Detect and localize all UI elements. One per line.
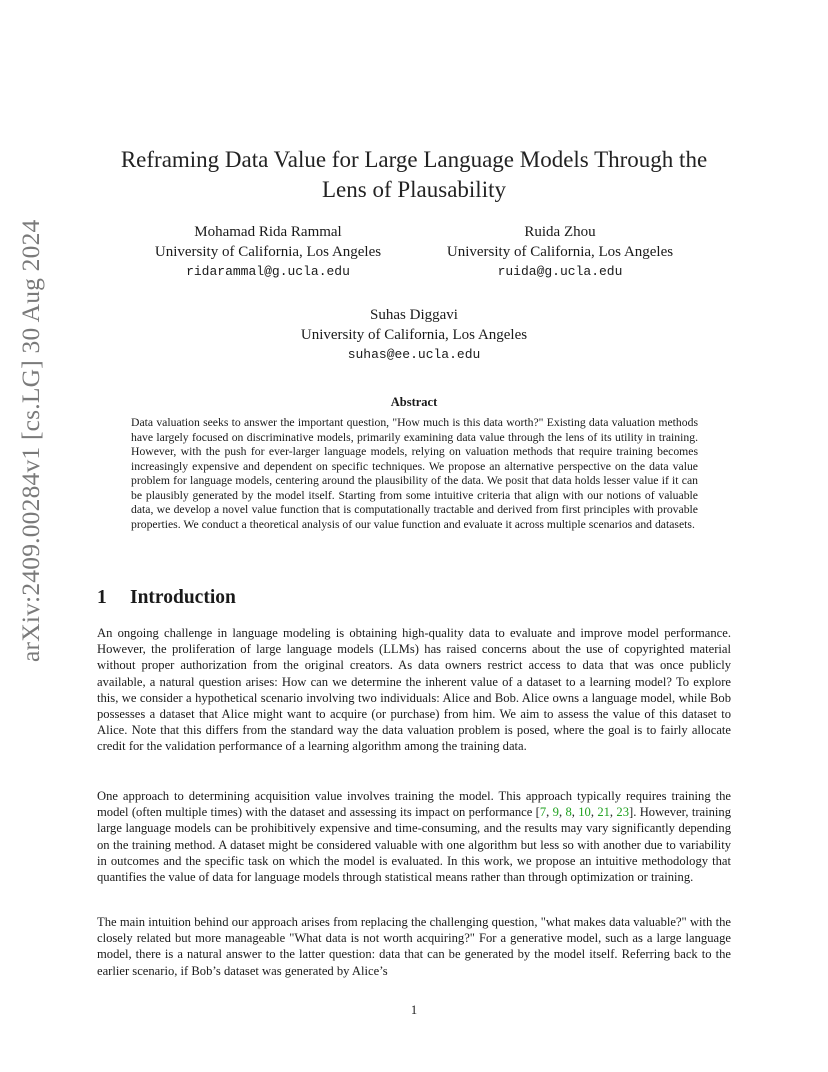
intro-paragraph-1: An ongoing challenge in language modeling is obtaining high-quality data to evaluate and improve model performance. However, the proliferation of large language models (LLMs) has raised concerns about the use of copyrighted material without proper authorization from the original creators. As data owners restrict access to data that was once publicly available, a natural question arises: How can we determine the inherent value of a dataset to a learning model? To explore this, we consider a hypothetical scenario involving two individuals: Alice and Bob. Alice owns a language model, while Bob possesses a dataset that Alice might want to acquire (or purchase) from him. We aim to assess the value of this dataset to Alice. Note that this differs from the standard way the data valuation problem is posed, where the goal is to fairly allocate credit for the validation performance of a learning algorithm among the training data. bbox=[97, 626, 731, 754]
author-block bbox=[264, 305, 564, 365]
section-title: Introduction bbox=[130, 587, 236, 608]
author-block bbox=[130, 222, 406, 282]
paragraph-text: ]. However, training large language models can be prohibitively expensive and time-consuming, and the results may vary significantly depending on the training method. A dataset might be considered valuable with one algorithm but less so with another due to variability in outcomes and the specific task on which the model is evaluated. In this work, we propose an intuitive methodology that quantifies the value of data for language models through statistical means rather than through optimization or training. bbox=[97, 805, 732, 885]
author-email[interactable]: ruida@g.ucla.edu bbox=[497, 264, 623, 279]
citation-link[interactable]: 9 bbox=[552, 805, 559, 820]
abstract-heading: Abstract bbox=[390, 395, 438, 409]
citation-link[interactable]: 8 bbox=[565, 805, 572, 820]
author-name: Suhas Diggavi bbox=[370, 307, 458, 323]
author-block bbox=[422, 222, 698, 282]
author-email[interactable]: ridarammal@g.ucla.edu bbox=[186, 264, 350, 279]
intro-paragraph-2: One approach to determining acquisition value involves training the model. This approach typically requires training the model (often multiple times) with the dataset and assessing its impact on performance [7, 9, 8, 10, 21, 23]. However, training large language models can be prohibitively expensive and time-consuming, and the results may vary significantly depending on the training method. A dataset might be considered valuable with one algorithm but less so with another due to variability in outcomes and the specific task on which the model is evaluated. In this work, we propose an intuitive methodology that quantifies the value of data for language models through statistical means rather than through optimization or training. bbox=[97, 789, 732, 885]
author-affiliation: University of California, Los Angeles bbox=[446, 244, 674, 260]
page-number: 1 bbox=[410, 1003, 418, 1017]
author-name: Mohamad Rida Rammal bbox=[194, 224, 342, 240]
author-affiliation: University of California, Los Angeles bbox=[300, 327, 528, 343]
author-affiliation: University of California, Los Angeles bbox=[154, 244, 382, 260]
author-email[interactable]: suhas@ee.ucla.edu bbox=[347, 347, 481, 362]
citation-link[interactable]: 21 bbox=[597, 805, 610, 820]
paper-title: Reframing Data Value for Large Language Models Through the Lens of Plausability bbox=[120, 147, 708, 202]
citation-link[interactable]: 23 bbox=[616, 805, 630, 820]
citation-link[interactable]: 7 bbox=[539, 805, 547, 820]
arxiv-identifier-stamp: arXiv:2409.00284v1 [cs.LG] 30 Aug 2024 bbox=[16, 219, 45, 662]
author-name: Ruida Zhou bbox=[524, 224, 596, 240]
citation-link[interactable]: 10 bbox=[578, 805, 591, 820]
abstract-text: Data valuation seeks to answer the important question, "How much is this data worth?" Existing data valuation methods have largely focused on discriminative models, primarily examining data value through the lens of its utility in training. However, with the push for ever-larger language models, relying on valuation methods that require training becomes increasingly expensive and dependent on specific techniques. We propose an alternative perspective on the data value problem for language models, centering around the plausibility of the data. We posit that data holds lesser value if it can be plausibly generated by the model itself. Starting from some intuitive criteria that align with our notions of valuable data, we develop a novel value function that is computationally tractable and derived from first principles with provable properties. We conduct a theoretical analysis of our value function and evaluate it across multiple scenarios and datasets. bbox=[131, 416, 698, 531]
section-number: 1 bbox=[97, 587, 107, 608]
intro-paragraph-3: The main intuition behind our approach arises from replacing the challenging question, "what makes data valuable?" with the closely related but more manageable "What data is not worth acquiring?" For a generative model, such as a large language model, there is a natural answer to the latter question: data that can be generated by the model itself. Referring back to the earlier scenario, if Bob’s dataset was generated by Alice’s bbox=[97, 915, 731, 978]
paragraph-text: One approach to determining acquisition value involves training the model. This approach typically requires training the model (often multiple times) with the dataset and assessing its impact on performance [ bbox=[97, 789, 731, 820]
section-heading bbox=[97, 587, 236, 609]
